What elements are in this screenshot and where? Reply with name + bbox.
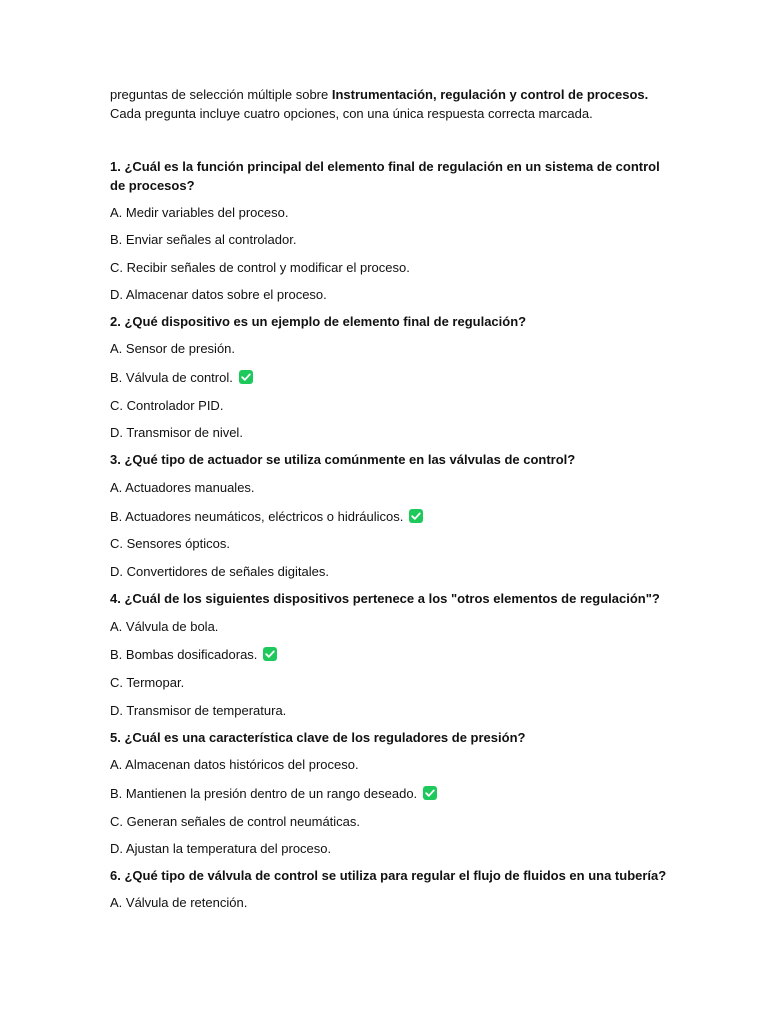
intro-paragraph [110,85,670,123]
option-text: B. Actuadores neumáticos, eléctricos o hidráulicos. [110,509,404,524]
question-5-option-c: C. Generan señales de control neumáticas. [110,814,361,829]
question-1-option-d: D. Almacenar datos sobre el proceso. [110,287,327,302]
question-2-option-d: D. Transmisor de nivel. [110,425,243,440]
question-2: 2. ¿Qué dispositivo es un ejemplo de elemento final de regulación? [110,314,527,329]
check-mark-icon [409,509,423,523]
question-4-option-a: A. Válvula de bola. [110,619,219,634]
option-text: B. Válvula de control. [110,370,233,385]
question-4-option-c: C. Termopar. [110,675,185,690]
intro-topic: Instrumentación, regulación y control de procesos. [331,87,649,102]
question-3-option-b [110,507,670,526]
option-text: B. Bombas dosificadoras. [110,647,258,662]
check-mark-icon [239,370,253,384]
question-3-option-a: A. Actuadores manuales. [110,480,255,495]
question-2-option-c: C. Controlador PID. [110,398,224,413]
check-mark-icon [263,647,277,661]
intro-line-2: Cada pregunta incluye cuatro opciones, con una única respuesta correcta marcada. [110,106,593,121]
question-3-option-d: D. Convertidores de señales digitales. [110,564,329,579]
question-6: 6. ¿Qué tipo de válvula de control se utiliza para regular el flujo de fluidos en una tubería? [110,868,667,883]
intro-line-1 [110,85,670,104]
intro-prefix: preguntas de selección múltiple sobre [110,87,332,102]
check-mark-icon [423,786,437,800]
question-1-option-b: B. Enviar señales al controlador. [110,232,297,247]
question-5-option-d: D. Ajustan la temperatura del proceso. [110,841,332,856]
question-1-option-a: A. Medir variables del proceso. [110,205,289,220]
question-3: 3. ¿Qué tipo de actuador se utiliza comúnmente en las válvulas de control? [110,452,576,467]
question-1: 1. ¿Cuál es la función principal del elemento final de regulación en un sistema de control de procesos? [110,159,660,193]
question-6-option-a: A. Válvula de retención. [110,895,248,910]
question-3-option-c: C. Sensores ópticos. [110,536,230,551]
question-5-option-b [110,784,670,803]
question-5-option-a: A. Almacenan datos históricos del proceso. [110,757,359,772]
question-5: 5. ¿Cuál es una característica clave de los reguladores de presión? [110,730,526,745]
question-2-option-a: A. Sensor de presión. [110,341,236,356]
question-4-option-b [110,645,670,664]
question-4: 4. ¿Cuál de los siguientes dispositivos pertenece a los "otros elementos de regulación"? [110,591,660,606]
option-text: B. Mantienen la presión dentro de un rango deseado. [110,786,418,801]
question-2-option-b [110,368,670,387]
question-4-option-d: D. Transmisor de temperatura. [110,703,287,718]
question-1-option-c: C. Recibir señales de control y modificar el proceso. [110,260,410,275]
